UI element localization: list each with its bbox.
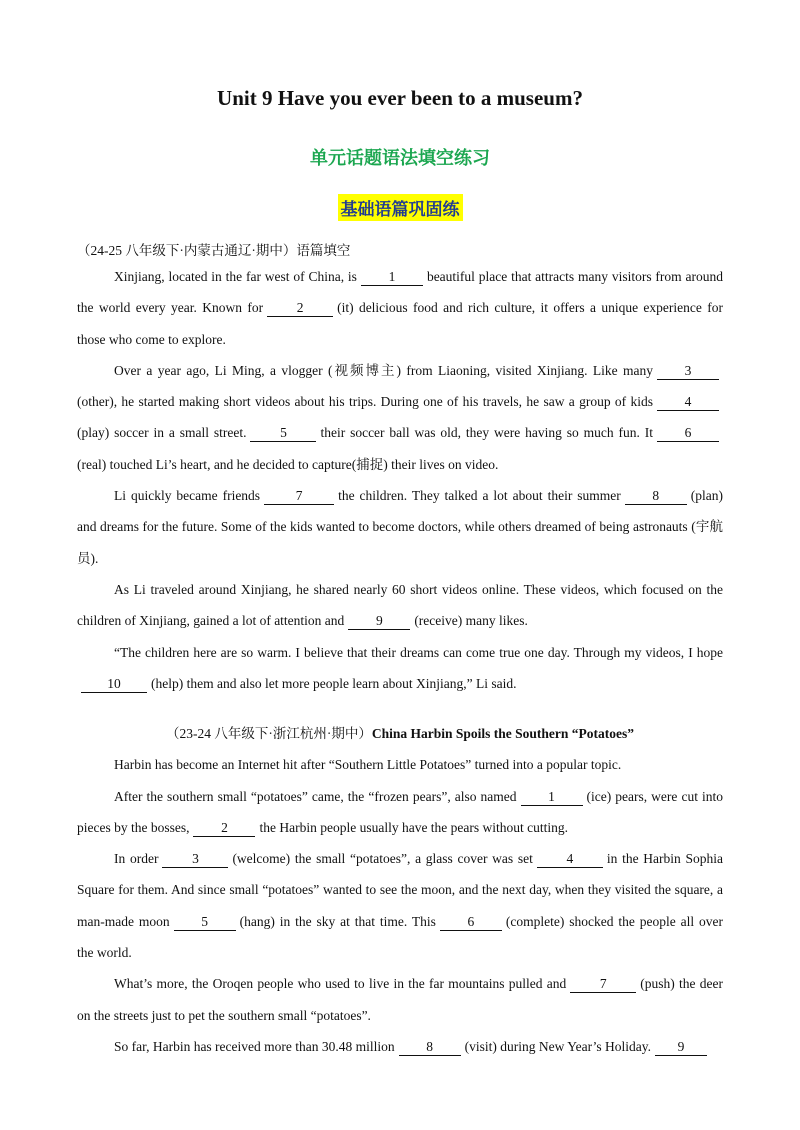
passage2-paragraph: What’s more, the Oroqen people who used to live in the far mountains pulled and 7 (push) the deer on the streets just to pet the southern small “potatoes”. — [77, 976, 724, 1023]
blank-2[interactable]: 2 — [193, 820, 255, 837]
page-subtitle: 单元话题语法填空练习 — [310, 148, 490, 169]
passage1-paragraph: As Li traveled around Xinjiang, he shared nearly 60 short videos online. These videos, which focused on the children of Xinjiang, gained a lot of attention and 9 (receive) many likes. — [77, 581, 723, 629]
blank-6[interactable]: 6 — [440, 914, 502, 931]
blank-9[interactable]: 9 — [655, 1039, 707, 1056]
passage1-paragraph: Over a year ago, Li Ming, a vlogger (视频博主) from Liaoning, visited Xinjiang. Like many 3(other), he started making short videos about his trips. During one of his travels, he saw a group of kids 4(play) soccer in a small street. 5 their soccer ball was old, they were having so much fun. It 6(real) touched Li’s heart, and he decided to capture(捕捉) their lives on video. — [77, 355, 723, 480]
passage2-paragraph: Harbin has become an Internet hit after “Southern Little Potatoes” turned into a popular topic. — [114, 757, 622, 773]
passage1 — [77, 261, 723, 699]
blank-6[interactable]: 6 — [657, 425, 719, 442]
passage2-paragraph: After the southern small “potatoes” came, the “frozen pears”, also named 1 (ice) pears, were cut into pieces by the bosses, 2 the Harbin people usually have the pears without cutting. — [77, 788, 723, 835]
blank-4[interactable]: 4 — [657, 394, 719, 411]
blank-4[interactable]: 4 — [537, 851, 603, 868]
passage2-paragraph: So far, Harbin has received more than 30.48 million 8 (visit) during New Year’s Holiday. 9 — [77, 1031, 723, 1062]
blank-7[interactable]: 7 — [264, 488, 334, 505]
blank-9[interactable]: 9 — [348, 613, 410, 630]
blank-1[interactable]: 1 — [361, 269, 423, 286]
blank-3[interactable]: 3 — [657, 363, 719, 380]
blank-3[interactable]: 3 — [162, 851, 228, 868]
page-title: Unit 9 Have you ever been to a museum? — [217, 86, 583, 110]
blank-8[interactable]: 8 — [625, 488, 687, 505]
passage2 — [77, 718, 723, 1062]
passage2-paragraph: In order 3 (welcome) the small “potatoes”, a glass cover was set 4 in the Harbin Sophia Square for them. And since small “potatoes” wanted to see the moon, and the next day, when they visited the square, a man-made moon 5 (hang) in the sky at that time. This 6 (complete) shocked the people all over the world. — [77, 851, 723, 961]
passage1-paragraph: Xinjiang, located in the far west of China, is 1 beautiful place that attracts many visitors from around the world every year. Known for 2 (it) delicious food and rich culture, it offers a unique experience for those who come to explore. — [77, 269, 723, 347]
blank-1[interactable]: 1 — [521, 789, 583, 806]
blank-2[interactable]: 2 — [267, 300, 333, 317]
section-heading-wrap — [0, 194, 800, 221]
blank-5[interactable]: 5 — [250, 425, 316, 442]
passage1-paragraph: “The children here are so warm. I believe that their dreams can come true one day. Through my videos, I hope10 (help) them and also let more people learn about Xinjiang,” Li said. — [77, 637, 723, 700]
section-heading: 基础语篇巩固练 — [338, 194, 463, 221]
passage1-source: （24-25 八年级下·内蒙古通辽·期中）语篇填空 — [77, 243, 351, 258]
blank-5[interactable]: 5 — [174, 914, 236, 931]
passage2-source: （23-24 八年级下·浙江杭州·期中）China Harbin Spoils the Southern “Potatoes” — [165, 726, 635, 741]
blank-7[interactable]: 7 — [570, 976, 636, 993]
passage1-paragraph: Li quickly became friends 7 the children. They talked a lot about their summer 8 (plan) and dreams for the future. Some of the kids wanted to become doctors, while others dreamed of being astronauts (宇航员). — [77, 488, 724, 566]
blank-8[interactable]: 8 — [399, 1039, 461, 1056]
blank-10[interactable]: 10 — [81, 676, 147, 693]
